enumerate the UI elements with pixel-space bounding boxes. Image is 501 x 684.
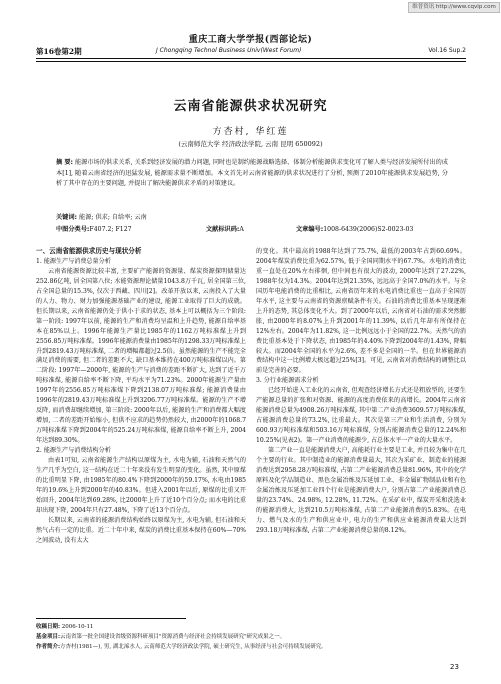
body-paragraph: 长期以来, 云南省的能源消费结构始终以原煤为主, 水电为辅, 但石油和天然气占有一定的比重。近二十年中来, 煤炭的消费比重基本保持在60%—70%之间波动, 没有太大 [36,516,246,544]
page-number: 23 [450,663,459,671]
received-value: 2006-10-11 [61,624,94,630]
keywords-label: 关键词: [56,214,78,221]
clc-label: 中图分类号: [56,226,90,233]
article-title: 云南省能源供求状况研究 [173,99,328,114]
abstract-label: 摘 要: [56,159,74,166]
journal-title: 重庆工商大学学报(西部论坛) [188,35,313,45]
body-paragraph: 云南省能源资源比较丰富, 主要矿产能源的资源量、煤炭资源探明储量达252.86亿吨, 居全国第八位; 水能资源理论储量1043.8万千瓦, 居全国第三位, 占全国总量的15.3%, 仅次于西藏、四川[2]。改革开放以来, 云南投入了大量的人力、物力、财力加强能源基础产业的建设, 能源工业取得了巨大的成就。但长期以来, 云南省能源仍处于供小于求的状态, 基本上可以概括为三个阶段: 第一阶段: 1997年以前, 能源的生产和消费均呈温和上升趋势, 能源自给率基本在85%以上。1996年能源生产量比1985年的1162万吨标准煤上升到2556.85万吨标准煤。1996年能源消费量由1985年的1298.33万吨标准煤上升到2819.43万吨标准煤, 二者的增幅都超过2.5倍。虽然能源的生产不能完全满足消费的需要, 但二者的差距不大, 缺口基本维持在400万吨标准煤以内。第二阶段: 1997年—2000年, 能源的生产与消费的差距不断扩大, 达到了近千万吨标准煤, 能源自给率不断下降, 平均水平为71.23%。2000年能源生产量由1997年的2556.85万吨标准煤下降到2138.07万吨标准煤; 能源消费量由1996年的2819.43万吨标准煤上升到3206.77万吨标准煤。能源的生产不增反降, 而消费却继续增加, 第三阶段: 2000年以后, 能源的生产和消费都大幅度增加, 二者的差距开始缩小, 但供不应求的趋势仍然较大, 由2000年的1068.7万吨标准煤下降到2004年的525.24万吨标准煤, 能源自给率不断上升, 2004年达到89.30%。 [36,267,246,445]
author-affiliation: (云南师范大学 经济政法学院, 云南 昆明 650092) [178,140,323,148]
classification-row [56,224,448,234]
doc-code [206,224,244,233]
author-bio-label: 作者简介: [36,644,61,650]
journal-english-name: J Chongqing Technol Business Univ(West Forum) [156,47,302,54]
journal-volume: Vol.16 Sup.2 [428,47,466,54]
fund-value: 云南省第一批全国建设省级资源科研项目"资源消费与经济社会持续发展研究"研究成果之一。 [60,634,286,640]
body-paragraph: 的变化。其中最高的1988年达到了75.7%, 最低的2003年占到60.69%。2004年煤炭消费比重为62.57%, 低于全国同期水平的67.7%。水电的消费比重一直处在20%左右徘徊, 但中间也有很大的波动, 2000年达到了27.22%, 1988年仅为14.3%。2004年达到21.35%, 远远高于全国7.0%的水平。与全国历年电能消费的比重相比, 云南省历年来的水电消费比重也一直高于全国历年水平, 这主要与云南省的资源禀赋条件有关。石油的消费比重基本呈现逐渐上升的态势, 其总体变化不大。到了2000年以后, 云南省对石油的需求突然膨胀, 由2000年的8.07%上升到2001年的11.39%, 以后几年却有所保持在12%左右。2004年为11.82%, 这一比例远远小于全国的22.7%。天然气的消费比重基本处于下降状态, 由1985年的4.40%下降到2004年的1.43%, 降幅较大。而2004年全国的水平为2.6%, 差不多是全国的一半。但在世界能源消费结构中这一比例增大极远超过25%[3]。可见, 云南省对消费结构的调整比以前是完善的必要。 [256,248,466,375]
footnote-rule [36,618,186,619]
watermark-banner: 维普资讯 http://www.cqvip.com [408,2,500,13]
article-number [296,224,413,233]
article-number-label: 文章编号: [296,226,324,233]
subsection-heading: 2. 能源生产与消费结构分析 [36,447,111,455]
subsection-heading: 1. 能源生产与消费总量分析 [36,257,111,265]
body-column-left [36,247,246,546]
running-header [36,46,466,57]
subsection-heading: 3. 分行业能源需求分析 [256,377,319,385]
abstract-text: 能源市场的供求关系, 关系到经济发展的潜力问题, 同时也是制约能源战略选择、体制分析能源供求变化可了解人类与经济发展所付出的成本[1], 随着云南省经济的迅猛发展, 能源需求量不断增加。本文首先对云南省能源的供求状况进行了分析, 预测了2010年能源供求发展趋势, 分析了其中存在的主要问题, 并提出了解决能源供求矛盾的对策建议。 [56,159,448,188]
article-authors: 方杏村, 华红莲 [212,127,289,137]
clc-code [56,224,132,233]
author-bio [36,642,466,652]
doc-code-value: A [239,226,244,233]
fund-label: 基金项目: [36,634,61,640]
body-paragraph: 第二产业一直是能源消费大户, 高能耗行业主要是工业, 并且较为集中在几个主要的行业。其中制造业的能源消费量最大, 其次为采矿业、制造业的能源消费达到2958.28万吨标准煤, 占第二产业能源消费总量81.96%, 其中的化学原料及化学品制造业、黑色金属冶炼及压延加工业、非金属矿物制品业和有色金属冶炼及压延加工业四个行业是能源消费大户, 分别占第二产业能源消费总量的23.74%、24.98%, 12.28%, 11.72%。在采矿业中, 煤炭开采和洗选业的能源消费大, 达到210.5万吨标准煤, 占第二产业能源消费的5.83%。在电力、燃气及水的生产和供应业中, 电力的生产和供应业能源消费最大达到293.18万吨标准煤, 占第二产业能源消费总量的8.12%。 [256,447,466,534]
body-paragraph: 由表1可知, 云南省能源生产结构以原煤为主, 水电为辅, 石油和天然气的生产几乎为空白, 这一结构在近二十年来没有发生明显的变化。虽然, 其中原煤的比重明显下降, 由1985年的80.4%下降到2000年的59.17%, 水电由1985年的19.6%上升到2000年的40.83%。但进入2001年以后, 原煤的比重又开始回升, 2004年达到69.28%, 比2000年上升了近10个百分点; 而水电的比重却出现下降, 2004年只有27.48%, 下降了近13个百分点。 [36,457,246,514]
footnotes [36,622,466,652]
received-label: 收稿日期: [36,624,61,630]
journal-issue: 第16卷第2期 [36,47,82,56]
fund-note [36,632,466,642]
section-heading: 一、云南省能源供求历史与现状分析 [36,247,142,255]
header-rule-thin [36,61,466,62]
body-column-right [256,247,466,536]
abstract [56,158,448,190]
doc-code-label: 文献标识码: [206,226,240,233]
body-paragraph: 已经开始进入工业化的云南省, 但观查经济增长方式还是粗放型的, 还要生产能源总量的扩张和对资源、能源的高度消费依来的高增长。2004年云南省能源消费总量为4908.26万吨标准煤, 其中第二产业消费3609.57万吨标准煤, 占能源消费总量的73.2%, 比重最大。其次是第三产业和生活消费, 分别为600.93万吨标准煤和503.16万吨标准煤, 分别占能源消费总量的12.24%和10.25%(见表2)。第一产业消费的能源少, 占总体水平一产业的大量水平。 [256,387,466,445]
keywords-text: 能源; 供求; 自给率; 云南 [79,214,147,221]
clc-value: F407.2; F127 [89,226,132,233]
author-bio-value: 方杏村(1981—), 男, 湖北浠水人, 云南师范大学经济政法学院, 硕士研究生, 从事经济与社会可持续发展研究。 [60,644,327,650]
received-date [36,622,466,632]
keywords [56,212,448,221]
header-rule-thick [36,58,466,59]
article-number-value: 1008-6439(2006)S2-0023-03 [323,226,414,233]
